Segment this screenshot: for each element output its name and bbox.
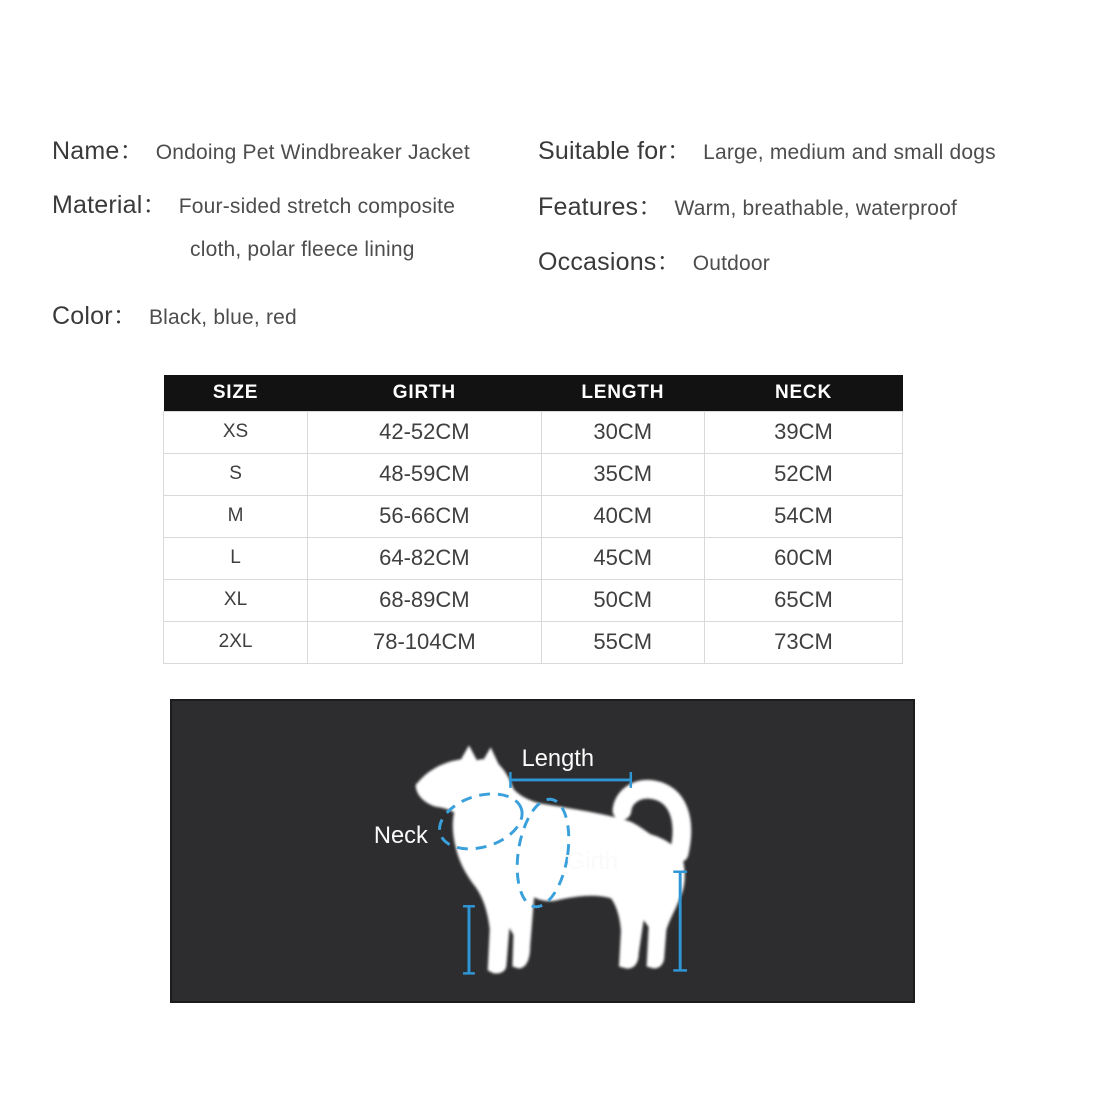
table-row	[164, 411, 903, 453]
color-value: Black, blue, red	[148, 306, 297, 329]
table-cell: 42-52CM	[308, 411, 542, 453]
table-cell: M	[164, 495, 308, 537]
table-cell: XL	[164, 579, 308, 621]
table-row	[164, 495, 903, 537]
table-row	[164, 621, 903, 663]
table-cell: 64-82CM	[308, 537, 542, 579]
suitable-label: Suitable for：	[538, 137, 693, 165]
info-row-color	[52, 296, 297, 332]
material-value-line2: cloth, polar fleece lining	[190, 238, 415, 261]
name-label: Name：	[52, 137, 145, 165]
table-cell: 45CM	[541, 537, 704, 579]
suitable-value: Large, medium and small dogs	[703, 141, 996, 164]
table-cell: 2XL	[164, 621, 308, 663]
table-cell: 52CM	[704, 453, 902, 495]
table-cell: XS	[164, 411, 308, 453]
table-row	[164, 537, 903, 579]
girth-label: Girth	[566, 848, 618, 875]
info-row-features	[538, 187, 957, 223]
features-value: Warm, breathable, waterproof	[674, 197, 958, 220]
table-cell: 55CM	[541, 621, 704, 663]
length-label: Length	[521, 746, 594, 773]
table-cell: 78-104CM	[308, 621, 542, 663]
table-header-length: LENGTH	[541, 375, 704, 411]
table-cell: 40CM	[541, 495, 704, 537]
table-cell: 56-66CM	[308, 495, 542, 537]
info-row-suitable	[538, 131, 996, 167]
table-row	[164, 453, 903, 495]
front-leg-measure-line	[463, 906, 475, 973]
neck-label: Neck	[373, 823, 428, 850]
table-cell: L	[164, 537, 308, 579]
table-cell: 68-89CM	[308, 579, 542, 621]
length-measure-line	[510, 772, 630, 788]
occasions-value: Outdoor	[692, 252, 770, 275]
info-row-name	[52, 131, 470, 167]
material-value: Four-sided stretch composite	[178, 195, 456, 218]
table-header-size: SIZE	[164, 375, 308, 411]
table-row	[164, 579, 903, 621]
material-label: Material：	[52, 191, 168, 219]
table-cell: 35CM	[541, 453, 704, 495]
table-header-row	[164, 375, 903, 411]
info-row-material	[52, 185, 455, 221]
table-cell: 73CM	[704, 621, 902, 663]
table-cell: 50CM	[541, 579, 704, 621]
color-label: Color：	[52, 302, 138, 330]
table-cell: 65CM	[704, 579, 902, 621]
table-cell: S	[164, 453, 308, 495]
table-cell: 54CM	[704, 495, 902, 537]
info-row-occasions	[538, 242, 770, 278]
table-header-girth: GIRTH	[308, 375, 542, 411]
table-header-neck: NECK	[704, 375, 902, 411]
table-cell: 30CM	[541, 411, 704, 453]
measurement-diagram-panel	[170, 699, 915, 1003]
size-chart-table	[163, 375, 903, 664]
table-cell: 60CM	[704, 537, 902, 579]
name-value: Ondoing Pet Windbreaker Jacket	[155, 141, 470, 164]
table-cell: 48-59CM	[308, 453, 542, 495]
features-label: Features：	[538, 193, 664, 221]
dog-measurement-diagram	[172, 701, 913, 1001]
table-cell: 39CM	[704, 411, 902, 453]
occasions-label: Occasions：	[538, 248, 682, 276]
